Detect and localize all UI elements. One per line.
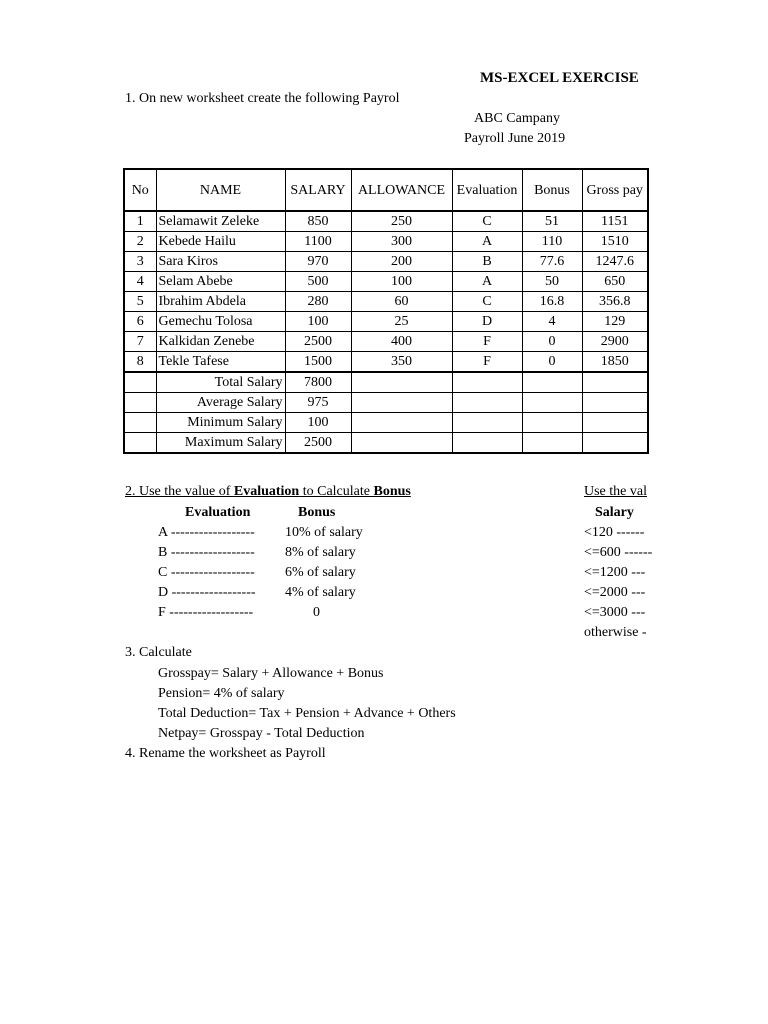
summary-empty xyxy=(522,393,582,413)
question-1: 1. On new worksheet create the following Payrol xyxy=(125,91,400,106)
salary-range: otherwise - xyxy=(584,625,647,640)
summary-empty xyxy=(582,372,648,393)
cell-gross-pay: 1247.6 xyxy=(582,252,648,272)
header-evaluation: Evaluation xyxy=(452,169,522,211)
cell-bonus: 4 xyxy=(522,312,582,332)
cell-salary: 500 xyxy=(285,272,351,292)
summary-row xyxy=(124,372,648,393)
cell-allowance: 400 xyxy=(351,332,452,352)
table-row xyxy=(124,292,648,312)
cell-evaluation: F xyxy=(452,352,522,373)
cell-no: 5 xyxy=(124,292,156,312)
cell-allowance: 350 xyxy=(351,352,452,373)
header-bonus: Bonus xyxy=(522,169,582,211)
cell-evaluation: A xyxy=(452,232,522,252)
cell-bonus: 77.6 xyxy=(522,252,582,272)
question-2-prefix: 2. Use the value of xyxy=(125,484,234,499)
question-2-evaluation: Evaluation xyxy=(233,484,300,499)
formula-netpay: Netpay= Grosspay - Total Deduction xyxy=(158,726,365,741)
bonus-grade: F ------------------ xyxy=(158,605,254,620)
summary-empty xyxy=(351,393,452,413)
bonus-rate: 8% of salary xyxy=(285,545,356,560)
salary-range: <=600 ------ xyxy=(584,545,652,560)
summary-empty xyxy=(452,413,522,433)
summary-row xyxy=(124,413,648,433)
bonus-rate: 0 xyxy=(313,605,320,620)
cell-name: Selamawit Zeleke xyxy=(156,211,285,232)
header-no: No xyxy=(124,169,156,211)
document-title: MS-EXCEL EXERCISE xyxy=(480,70,639,86)
summary-empty xyxy=(124,393,156,413)
cell-name: Ibrahim Abdela xyxy=(156,292,285,312)
question-2-middle: to Calculate xyxy=(299,484,374,499)
summary-row xyxy=(124,433,648,454)
cell-gross-pay: 1151 xyxy=(582,211,648,232)
cell-name: Kalkidan Zenebe xyxy=(156,332,285,352)
summary-label-maximum: Maximum Salary xyxy=(156,433,285,454)
summary-value-total: 7800 xyxy=(285,372,351,393)
table-header-row xyxy=(124,169,648,211)
summary-empty xyxy=(351,372,452,393)
cell-bonus: 16.8 xyxy=(522,292,582,312)
formula-pension: Pension= 4% of salary xyxy=(158,686,285,701)
salary-range: <120 ------ xyxy=(584,525,645,540)
cell-no: 6 xyxy=(124,312,156,332)
bonus-rate: 4% of salary xyxy=(285,585,356,600)
summary-empty xyxy=(452,372,522,393)
summary-empty xyxy=(582,393,648,413)
bonus-rate: 6% of salary xyxy=(285,565,356,580)
cell-salary: 1100 xyxy=(285,232,351,252)
summary-empty xyxy=(522,372,582,393)
cell-salary: 850 xyxy=(285,211,351,232)
table-row xyxy=(124,232,648,252)
cell-bonus: 0 xyxy=(522,332,582,352)
question-2 xyxy=(125,484,411,500)
summary-empty xyxy=(124,372,156,393)
table-row xyxy=(124,211,648,232)
table-row xyxy=(124,352,648,373)
cell-gross-pay: 1850 xyxy=(582,352,648,373)
question-2-bonus: Bonus xyxy=(373,484,411,499)
summary-value-minimum: 100 xyxy=(285,413,351,433)
payroll-period: Payroll June 2019 xyxy=(464,131,566,146)
cell-no: 8 xyxy=(124,352,156,373)
cell-evaluation: D xyxy=(452,312,522,332)
bonus-rate: 10% of salary xyxy=(285,525,363,540)
cell-gross-pay: 2900 xyxy=(582,332,648,352)
cell-salary: 970 xyxy=(285,252,351,272)
table-row xyxy=(124,332,648,352)
question-2-right-text: Use the val xyxy=(584,484,647,499)
salary-range: <=2000 --- xyxy=(584,585,646,600)
cell-evaluation: C xyxy=(452,211,522,232)
formula-total-deduction: Total Deduction= Tax + Pension + Advance + Others xyxy=(158,706,456,721)
cell-salary: 100 xyxy=(285,312,351,332)
summary-label-minimum: Minimum Salary xyxy=(156,413,285,433)
cell-evaluation: C xyxy=(452,292,522,312)
cell-no: 4 xyxy=(124,272,156,292)
bonus-grade: C ------------------ xyxy=(158,565,255,580)
cell-allowance: 250 xyxy=(351,211,452,232)
question-3: 3. Calculate xyxy=(125,645,192,660)
header-salary: SALARY xyxy=(285,169,351,211)
header-gross-pay: Gross pay xyxy=(582,169,648,211)
question-4: 4. Rename the worksheet as Payroll xyxy=(125,746,326,761)
summary-empty xyxy=(522,413,582,433)
summary-row xyxy=(124,393,648,413)
table-row xyxy=(124,312,648,332)
summary-empty xyxy=(582,433,648,454)
summary-empty xyxy=(124,413,156,433)
cell-evaluation: F xyxy=(452,332,522,352)
cell-gross-pay: 650 xyxy=(582,272,648,292)
company-name: ABC Campany xyxy=(474,111,560,126)
summary-empty xyxy=(351,413,452,433)
salary-range: <=1200 --- xyxy=(584,565,646,580)
payroll-table xyxy=(123,168,649,454)
cell-no: 1 xyxy=(124,211,156,232)
formula-grosspay: Grosspay= Salary + Allowance + Bonus xyxy=(158,666,384,681)
cell-name: Sara Kiros xyxy=(156,252,285,272)
cell-allowance: 100 xyxy=(351,272,452,292)
cell-allowance: 60 xyxy=(351,292,452,312)
cell-bonus: 51 xyxy=(522,211,582,232)
cell-bonus: 0 xyxy=(522,352,582,373)
cell-salary: 280 xyxy=(285,292,351,312)
cell-no: 2 xyxy=(124,232,156,252)
cell-name: Tekle Tafese xyxy=(156,352,285,373)
salary-table-header: Salary xyxy=(595,505,634,520)
bonus-table-header-bonus: Bonus xyxy=(298,505,336,520)
summary-empty xyxy=(351,433,452,454)
summary-label-total: Total Salary xyxy=(156,372,285,393)
cell-allowance: 25 xyxy=(351,312,452,332)
cell-gross-pay: 1510 xyxy=(582,232,648,252)
bonus-grade: A ------------------ xyxy=(158,525,255,540)
bonus-grade: B ------------------ xyxy=(158,545,255,560)
cell-name: Selam Abebe xyxy=(156,272,285,292)
summary-value-maximum: 2500 xyxy=(285,433,351,454)
summary-label-average: Average Salary xyxy=(156,393,285,413)
summary-empty xyxy=(582,413,648,433)
table-row xyxy=(124,252,648,272)
cell-no: 3 xyxy=(124,252,156,272)
cell-name: Gemechu Tolosa xyxy=(156,312,285,332)
summary-empty xyxy=(522,433,582,454)
summary-empty xyxy=(124,433,156,454)
cell-salary: 2500 xyxy=(285,332,351,352)
summary-empty xyxy=(452,393,522,413)
summary-empty xyxy=(452,433,522,454)
cell-allowance: 200 xyxy=(351,252,452,272)
header-name: NAME xyxy=(156,169,285,211)
cell-name: Kebede Hailu xyxy=(156,232,285,252)
cell-bonus: 110 xyxy=(522,232,582,252)
table-row xyxy=(124,272,648,292)
cell-gross-pay: 129 xyxy=(582,312,648,332)
summary-value-average: 975 xyxy=(285,393,351,413)
cell-bonus: 50 xyxy=(522,272,582,292)
cell-evaluation: A xyxy=(452,272,522,292)
bonus-table-header-evaluation: Evaluation xyxy=(185,505,251,520)
cell-gross-pay: 356.8 xyxy=(582,292,648,312)
cell-no: 7 xyxy=(124,332,156,352)
salary-range: <=3000 --- xyxy=(584,605,646,620)
cell-salary: 1500 xyxy=(285,352,351,373)
cell-allowance: 300 xyxy=(351,232,452,252)
cell-evaluation: B xyxy=(452,252,522,272)
bonus-grade: D ------------------ xyxy=(158,585,256,600)
header-allowance: ALLOWANCE xyxy=(351,169,452,211)
